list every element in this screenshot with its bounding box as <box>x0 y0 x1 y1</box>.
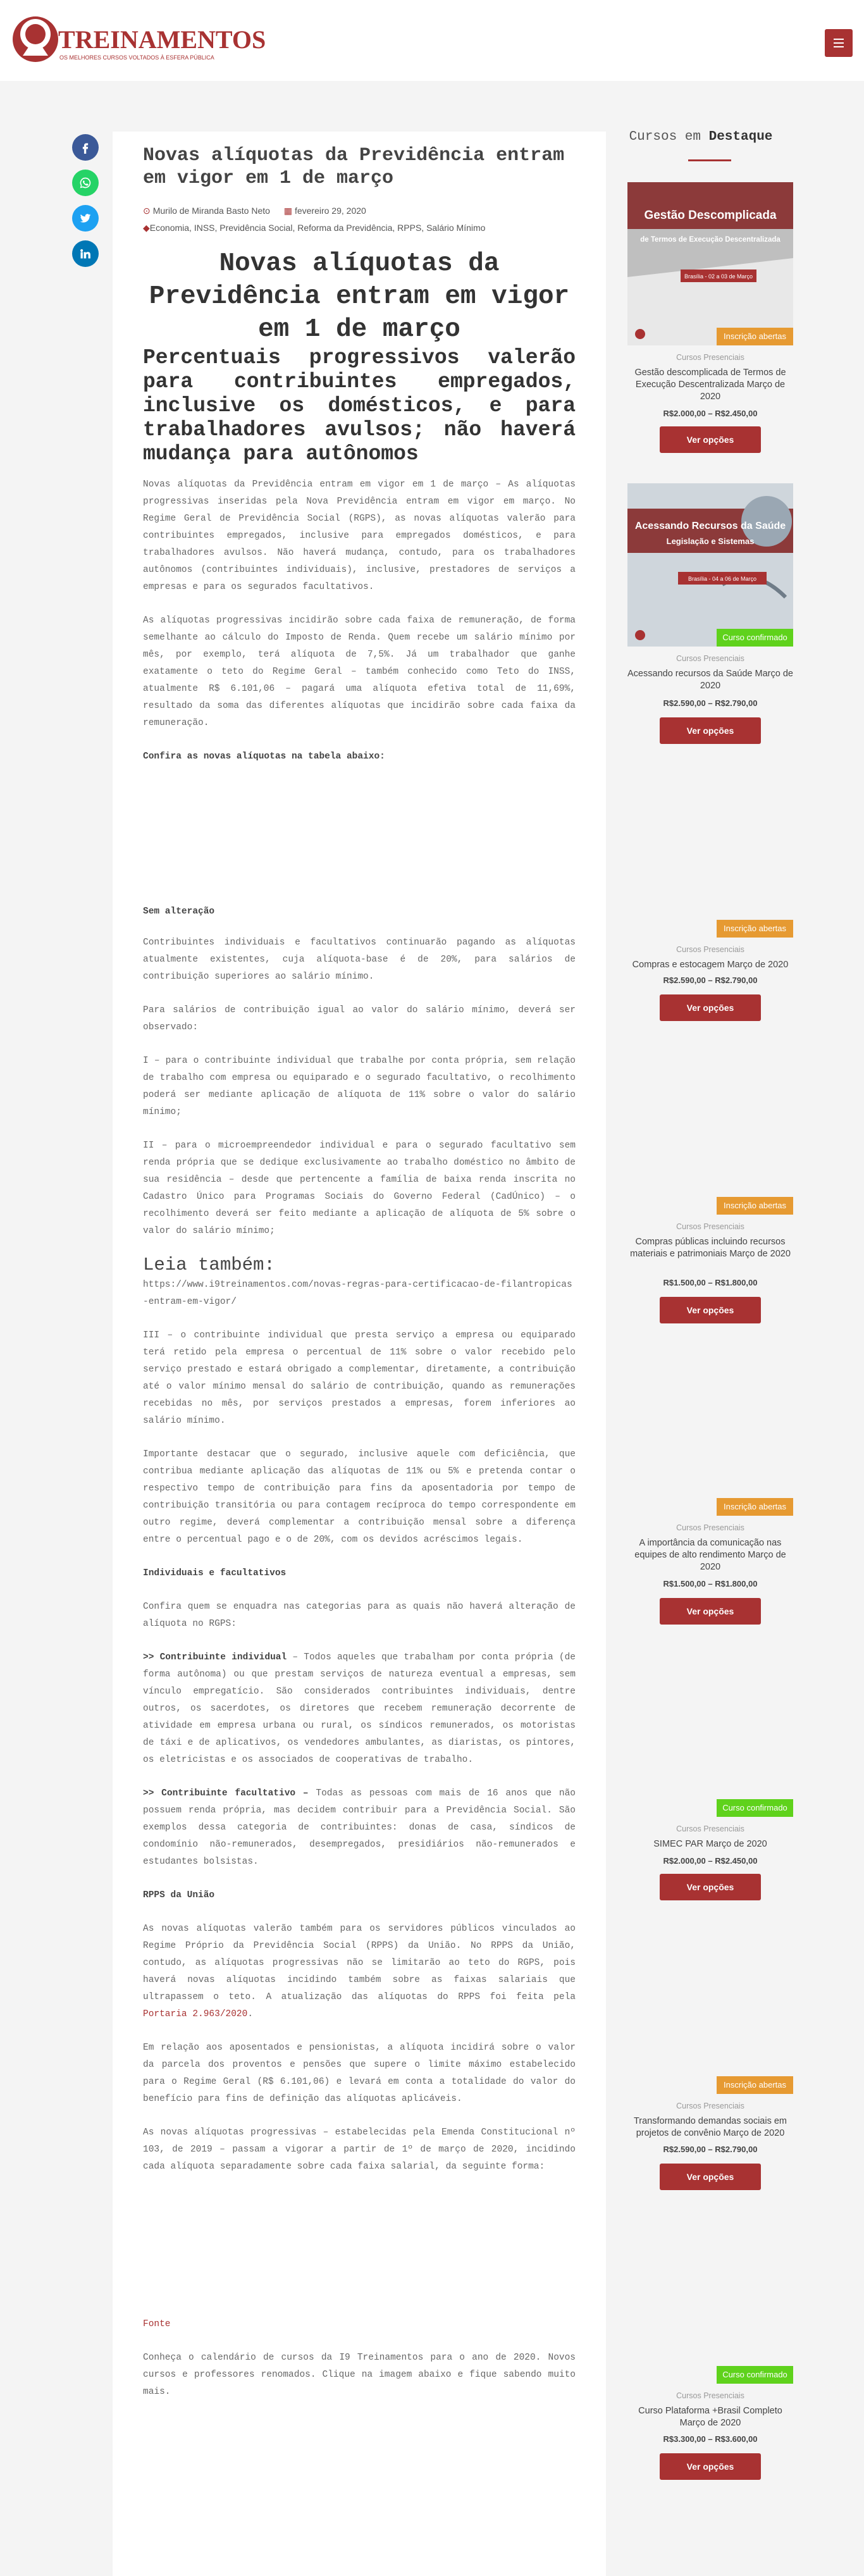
course-name[interactable]: A importância da comunicação nas equipes de alto rendimento Março de 2020 <box>634 1538 786 1572</box>
paragraph: As novas alíquotas valerão também para os servidores públicos vinculados ao Regime Próprio da Previdência Social (RPPS) da União. No RPPS da União, contudo, as alíquotas progressivas não se limitarão ao teto do RGPS, pois haverá novas alíquotas incidindo também sobre as faixas salariais que ultrapassem o teto. A atualização das alíquotas do RPPS foi feita pela Portaria 2.963/2020. <box>143 1924 576 2019</box>
rates-table-placeholder <box>143 765 576 892</box>
course-price: R$2.590,00 – R$2.790,00 <box>663 2145 758 2154</box>
view-options-button[interactable]: Ver opções <box>660 1874 761 1900</box>
whatsapp-icon <box>79 176 92 189</box>
view-options-button[interactable]: Ver opções <box>660 994 761 1021</box>
course-name[interactable]: SIMEC PAR Março de 2020 <box>653 1839 767 1849</box>
calendar-icon: ▦ <box>283 206 292 216</box>
paragraph: Confira as novas alíquotas na tabela abaixo: <box>143 752 385 762</box>
section-heading: Individuais e facultativos <box>143 1568 287 1578</box>
course-price: R$1.500,00 – R$1.800,00 <box>663 1278 758 1287</box>
course-price: R$2.000,00 – R$2.450,00 <box>663 1856 758 1866</box>
read-also-link[interactable]: https://www.i9treinamentos.com/novas-regras-para-certificacao-de-filantropicas-entram-em-vigor/ <box>143 1280 572 1307</box>
status-badge: Inscrição abertas <box>717 2076 793 2094</box>
view-options-button[interactable]: Ver opções <box>660 2164 761 2190</box>
course-category[interactable]: Cursos Presenciais <box>676 945 744 954</box>
twitter-share-button[interactable] <box>72 205 99 232</box>
view-options-button[interactable]: Ver opções <box>660 717 761 744</box>
post-author[interactable]: Murilo de Miranda Basto Neto <box>152 206 270 216</box>
course-name[interactable]: Acessando recursos da Saúde Março de 2020 <box>627 669 793 691</box>
course-price: R$3.300,00 – R$3.600,00 <box>663 2434 758 2444</box>
logo[interactable] <box>11 11 266 70</box>
hamburger-icon <box>834 39 844 40</box>
paragraph: III – o contribuinte individual que presta serviço a empresa ou equiparado terá retido pela empresa o percentual de 11% sobre o valor recebido pelo serviço prestado e estará obrigado a complementar, diretamente, a contribuição até o valor mínimo mensal do salário de contribuição, quando as remunerações recebidas no mês, por serviços prestados a empresas, forem inferiores ao salário mínimo. <box>143 1330 576 1426</box>
course-price: R$2.000,00 – R$2.450,00 <box>663 409 758 418</box>
status-badge: Inscrição abertas <box>717 1197 793 1215</box>
course-category[interactable]: Cursos Presenciais <box>676 2102 744 2110</box>
paragraph: As alíquotas progressivas incidirão sobre cada faixa de remuneração, de forma semelhante ao cálculo do Imposto de Renda. Quem recebe um salário mínimo por mês, por exemplo, terá alíquota de 7,5%. Já um trabalhador que ganhe exatamente o teto do Regime Geral – também conhecido como Teto do INSS, atualmente R$ 6.101,06 – pagará uma alíquota efetiva total de 11,69%, resultado da soma das diferentes alíquotas que incidirão sobre cada faixa da remuneração. <box>143 616 576 728</box>
facultative-label: >> Contribuinte facultativo – <box>143 1788 309 1799</box>
course-price: R$1.500,00 – R$1.800,00 <box>663 1579 758 1588</box>
svg-text:Brasília - 02 a 03 de Março: Brasília - 02 a 03 de Março <box>684 273 753 280</box>
svg-text:Acessando Recursos da Saúde: Acessando Recursos da Saúde <box>634 521 786 531</box>
paragraph: Em relação aos aposentados e pensionistas, a alíquota incidirá sobre o valor da parcela dos proventos e pensões que supere o limite máximo estabelecido para o Regime Geral (R$ 6.101,06) e levará em conta a totalidade do valor do benefício para fins de definição das alíquotas aplicáveis. <box>143 2043 576 2104</box>
facebook-share-button[interactable] <box>72 134 99 161</box>
course-name[interactable]: Curso Plataforma +Brasil Completo Março de 2020 <box>638 2406 782 2428</box>
whatsapp-share-button[interactable] <box>72 170 99 196</box>
course-name[interactable]: Transformando demandas sociais em projetos de convênio Março de 2020 <box>633 2116 787 2138</box>
course-category[interactable]: Cursos Presenciais <box>676 1824 744 1833</box>
paragraph: As novas alíquotas progressivas – estabelecidas pela Emenda Constitucional nº 103, de 2019 – passam a vigorar a partir de 1º de março de 2020, incidindo cada alíquota separadamente sobre cada faixa salarial, da seguinte forma: <box>143 2127 576 2172</box>
course-name[interactable]: Compras públicas incluindo recursos materiais e patrimoniais Março de 2020 <box>630 1237 791 1259</box>
article-heading: Novas alíquotas da Previdência entram em vigor em 1 de março <box>149 249 570 344</box>
status-badge: Curso confirmado <box>717 1799 793 1817</box>
facebook-icon <box>79 141 92 154</box>
post-date[interactable]: fevereiro 29, 2020 <box>294 206 366 216</box>
course-category[interactable]: Cursos Presenciais <box>676 654 744 663</box>
post-tags <box>143 223 576 233</box>
view-options-button[interactable]: Ver opções <box>660 1297 761 1323</box>
individual-label: >> Contribuinte individual <box>143 1652 287 1663</box>
tags-icon: ◆ <box>143 223 150 233</box>
linkedin-share-button[interactable] <box>72 240 99 267</box>
article-subheading: Percentuais progressivos valerão para contribuintes empregados, inclusive os domésticos, e para trabalhadores avulsos; não haverá mudança para autônomos <box>143 346 576 466</box>
source-link[interactable]: Fonte <box>143 2319 171 2329</box>
paragraph: Importante destacar que o segurado, inclusive aquele com deficiência, que contribua mediante aplicação das alíquotas de 11% ou 5% e pretenda contar o respectivo tempo de contribuição para fins da aposentadoria por tempo de contribuição transitória ou para contagem recíproca do tempo correspondente em outro regime, deverá complementar a contribuição mensal sobre a diferença entre o percentual pago e o de 20%, com os devidos acréscimos legais. <box>143 1449 576 1545</box>
post-meta <box>143 204 576 218</box>
status-badge: Inscrição abertas <box>717 920 793 938</box>
linkedin-icon <box>79 247 92 260</box>
menu-button[interactable] <box>825 29 853 57</box>
course-category[interactable]: Cursos Presenciais <box>676 353 744 362</box>
paragraph-individual: >> Contribuinte individual – Todos aqueles que trabalham por conta própria (de forma autônoma) ou que prestam serviços de natureza eventual a empresas, sem vínculo empregatício. São considerados contribuintes individuais, dentre outros, os sacerdotes, os diretores que recebem remuneração decorrente de atividade em empresa urbana ou rural, os síndicos remunerados, os motoristas de táxi e de aplicativos, os vendedores ambulantes, as diaristas, os pintores, os eletricistas e os associados de cooperativas de trabalho. <box>143 1652 576 1765</box>
paragraph: Confira quem se enquadra nas categorias para as quais não haverá alteração de alíquota no RGPS: <box>143 1602 576 1629</box>
course-category[interactable]: Cursos Presenciais <box>676 1222 744 1231</box>
paragraph: Novas alíquotas da Previdência entram em vigor em 1 de março – As alíquotas progressivas inseridas pela Nova Previdência entram em vigor em março. No Regime Geral de Previdência Social (RGPS), as novas alíquotas valerão para contribuintes empregados, inclusive para empregados domésticos, e para trabalhadores avulsos. Não haverá mudança, contudo, para os trabalhadores autônomos (contribuintes individuais), inclusive, prestadores de serviços a empresas e para os segurados facultativos. <box>143 480 576 592</box>
status-badge: Curso confirmado <box>717 2366 793 2384</box>
paragraph: Contribuintes individuais e facultativos continuarão pagando as alíquotas atualmente existentes, cuja alíquota-base é de 20%, para salários de contribuição superiores ao salário mínimo. <box>143 938 576 982</box>
course-category[interactable]: Cursos Presenciais <box>676 1523 744 1532</box>
course-price: R$2.590,00 – R$2.790,00 <box>663 698 758 708</box>
read-also-heading: Leia também: <box>143 1254 275 1275</box>
article <box>113 132 606 2576</box>
view-options-button[interactable]: Ver opções <box>660 426 761 453</box>
portaria-link[interactable]: Portaria 2.963/2020 <box>143 2009 248 2019</box>
paragraph: I – para o contribuinte individual que trabalhe por conta própria, sem relação de trabalho com empresa ou equiparado e o segurado facultativo, o recolhimento poderá ser mediante aplicação de alíquota de 11% sobre o valor do salário mínimo; <box>143 1056 576 1117</box>
paragraph-facultative: >> Contribuinte facultativo – Todas as pessoas com mais de 16 anos que não possuem renda própria, mas decidem contribuir para a Previdência Social. São exemplos dessa categoria de contribuintes: donas de casa, síndicos de condomínio não-remunerados, desempregados, presidiários não-remunerados e estudantes bolsistas. <box>143 1788 576 1867</box>
course-image[interactable] <box>627 182 793 345</box>
post-title: Novas alíquotas da Previdência entram em vigor em 1 de março <box>143 145 565 189</box>
svg-text:Gestão Descomplicada: Gestão Descomplicada <box>644 209 777 222</box>
paragraph: II – para o microempreendedor individual e para o segurado facultativo sem renda própria que se dedique exclusivamente ao trabalho doméstico no âmbito de sua residência – desde que pertencente a família de baixa renda inscrita no Cadastro Único para Programas Sociais do Governo Federal (CadÚnico) – o recolhimento deverá ser feito mediante a aplicação de alíquota de 5% sobre o valor do salário mínimo; <box>143 1141 576 1236</box>
course-image[interactable] <box>627 483 793 647</box>
twitter-icon <box>79 212 92 225</box>
view-options-button[interactable]: Ver opções <box>660 2453 761 2480</box>
course-name[interactable]: Compras e estocagem Março de 2020 <box>632 960 789 970</box>
paragraph: Conheça o calendário de cursos da I9 Treinamentos para o ano de 2020. Novos cursos e professores renomados. Clique na imagem abaixo e fique sabendo muito mais. <box>143 2353 576 2397</box>
logo-mark <box>11 11 266 70</box>
sidebar-title-underline <box>688 159 731 161</box>
course-name[interactable]: Gestão descomplicada de Termos de Execução Descentralizada Março de 2020 <box>634 368 786 402</box>
sidebar-title: Cursos em Destaque <box>629 130 773 144</box>
svg-text:de Termos de Execução Descentr: de Termos de Execução Descentralizada <box>640 236 781 244</box>
course-category[interactable]: Cursos Presenciais <box>676 2391 744 2400</box>
post-tag-list[interactable]: Economia, INSS, Previdência Social, Reforma da Previdência, RPPS, Salário Mínimo <box>149 223 486 233</box>
site-header <box>0 0 864 81</box>
status-badge: Curso confirmado <box>717 629 793 647</box>
course-price: R$2.590,00 – R$2.790,00 <box>663 975 758 985</box>
rpps-table-placeholder <box>143 2176 576 2302</box>
section-heading: Sem alteração <box>143 907 215 917</box>
section-heading: RPPS da União <box>143 1890 215 1900</box>
paragraph: Para salários de contribuição igual ao valor do salário mínimo, deverá ser observado: <box>143 1005 576 1032</box>
svg-text:Brasília - 04 a 06 de Março: Brasília - 04 a 06 de Março <box>688 576 757 582</box>
user-icon: ⊙ <box>143 206 151 216</box>
view-options-button[interactable]: Ver opções <box>660 1598 761 1625</box>
status-badge: Inscrição abertas <box>717 328 793 345</box>
svg-text:Legislação e Sistemas: Legislação e Sistemas <box>666 536 755 546</box>
logo-tagline: OS MELHORES CURSOS VOLTADOS À ESFERA PÚBLICA <box>59 54 214 61</box>
logo-text: TREINAMENTOS <box>58 25 266 54</box>
status-badge: Inscrição abertas <box>717 1498 793 1516</box>
